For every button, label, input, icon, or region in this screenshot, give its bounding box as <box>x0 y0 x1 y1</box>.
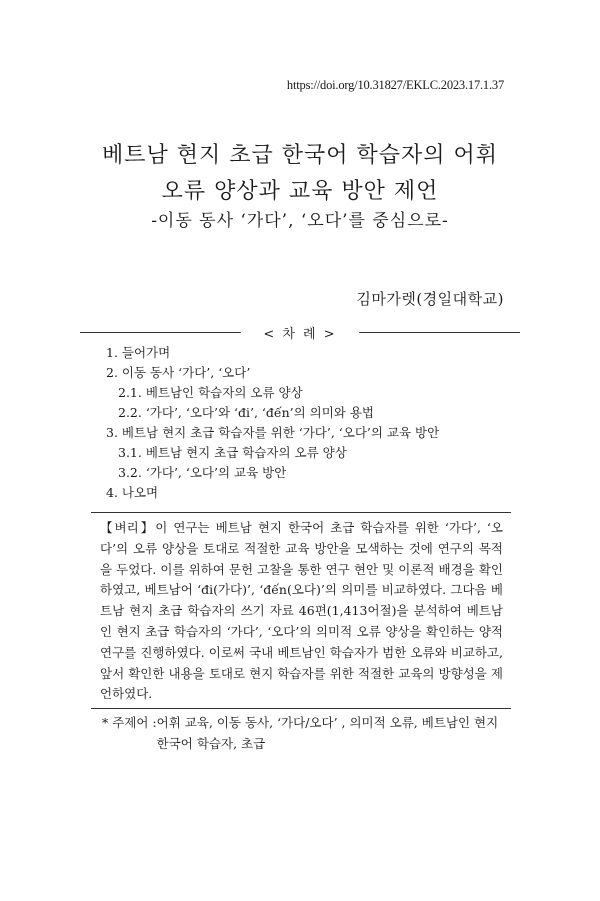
paper-title-line1: 베트남 현지 초급 한국어 학습자의 어휘 <box>102 143 498 168</box>
toc-header <box>80 323 520 342</box>
author-name: 김마가렛(경일대학교) <box>356 290 504 308</box>
abstract-text: 이 연구는 베트남 현지 한국어 초급 학습자를 위한 ‘가다’, ‘오다’의 오류 양상을 토대로 적절한 교육 방안을 모색하는 것에 연구의 목적을 두었다. 이를 위하여 문헌 고찰을 통한 연구 현안 및 이론적 배경을 확인하였고, 베트남어 ‘đi(가다)’, ‘đến(오다)’의 의미를 비교하였다. 그다음 베트남 현지 초급 학습자의 쓰기 자료 46편(1,413어절)을 분석하여 베트남인 현지 초급 학습자의 ‘가다’, ‘오다’의 의미적 오류 양상을 확인하는 양적 연구를 진행하였다. 이로써 국내 베트남인 학습자가 범한 오류와 비교하고, 앞서 확인한 내용을 토대로 현지 학습자를 위한 적절한 교육의 방향성을 제언하였다. <box>100 520 503 702</box>
paper-title-line2: 오류 양상과 교육 방안 제언 <box>161 179 439 204</box>
toc-item: 3.2. ‘가다’, ‘오다’의 교육 방안 <box>118 465 287 480</box>
paper-subtitle: -이동 동사 ‘가다’, ‘오다’를 중심으로- <box>151 211 449 231</box>
toc-item: 2.2. ‘가다’, ‘오다’와 ‘đi’, ‘đến’의 의미와 용법 <box>118 405 374 420</box>
keywords-label: * 주제어 : <box>102 715 157 730</box>
toc-item: 3.1. 베트남 현지 초급 학습자의 오류 양상 <box>118 445 347 460</box>
table-of-contents <box>106 343 439 503</box>
abstract <box>100 518 503 705</box>
toc-item: 3. 베트남 현지 초급 학습자를 위한 ‘가다’, ‘오다’의 교육 방안 <box>106 425 440 440</box>
keywords <box>102 712 512 754</box>
toc-rule-left <box>80 332 241 333</box>
toc-heading: < 차 례 > <box>263 327 337 342</box>
toc-rule-right <box>359 332 520 333</box>
toc-item: 4. 나오며 <box>106 485 159 500</box>
toc-item: 1. 들어가며 <box>106 345 171 360</box>
abstract-label: 【벼리】 <box>100 520 156 535</box>
doi-link[interactable]: https://doi.org/10.31827/EKLC.2023.17.1.37 <box>286 78 504 92</box>
toc-item: 2. 이동 동사 ‘가다’, ‘오다’ <box>106 365 251 380</box>
toc-item: 2.1. 베트남인 학습자의 오류 양상 <box>118 385 303 400</box>
keywords-text: 어휘 교육, 이동 동사, ‘가다/오다’ , 의미적 오류, 베트남인 현지 한국어 학습자, 초급 <box>156 715 499 751</box>
